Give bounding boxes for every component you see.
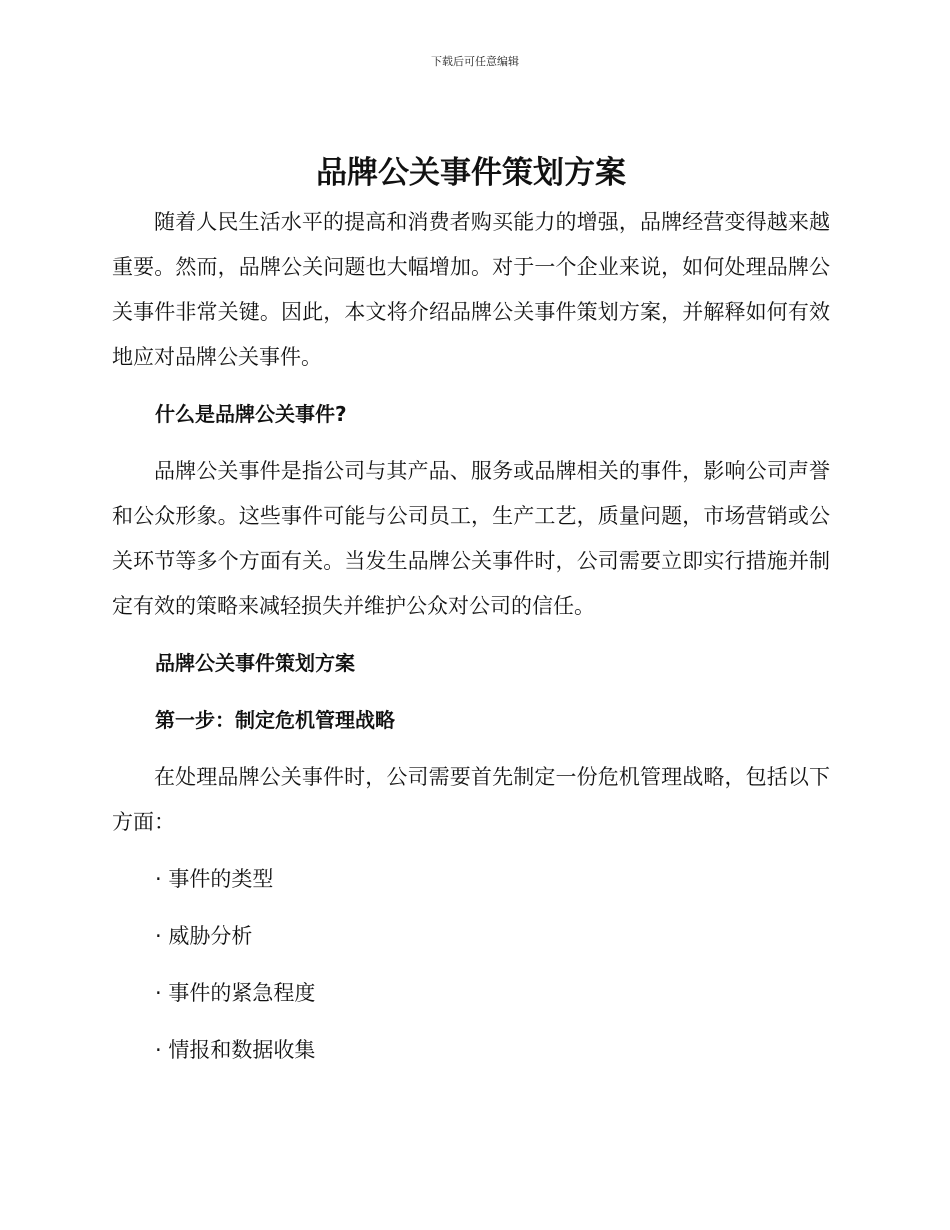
- document-body: [112, 150, 830, 1073]
- spacer: [112, 959, 830, 971]
- document-title: 品牌公关事件策划方案: [316, 155, 626, 191]
- spacer: [112, 743, 830, 755]
- spacer: [112, 902, 830, 914]
- step1-paragraph: 在处理品牌公关事件时，公司需要首先制定一份危机管理战略，包括以下方面：: [112, 765, 830, 834]
- spacer: [112, 845, 830, 857]
- spacer: [112, 1016, 830, 1028]
- spacer: [112, 437, 830, 449]
- definition-paragraph: 品牌公关事件是指公司与其产品、服务或品牌相关的事件，影响公司声誉和公众形象。这些事件可能与公司员工，生产工艺，质量问题，市场营销或公关环节等多个方面有关。当发生品牌公关事件时，公司需要立即实行措施并制定有效的策略来减轻损失并维护公众对公司的信任。: [112, 459, 830, 618]
- list-item: · 情报和数据收集: [155, 1038, 316, 1062]
- section-heading-step1: 第一步：制定危机管理战略: [155, 708, 395, 732]
- intro-paragraph: 随着人民生活水平的提高和消费者购买能力的增强，品牌经营变得越来越重要。然而，品牌公关问题也大幅增加。对于一个企业来说，如何处理品牌公关事件非常关键。因此，本文将介绍品牌公关事件策划方案，并解释如何有效地应对品牌公关事件。: [112, 210, 830, 369]
- spacer: [112, 629, 830, 641]
- spacer: [112, 686, 830, 698]
- list-item: · 事件的紧急程度: [155, 981, 316, 1005]
- section-heading-plan: 品牌公关事件策划方案: [155, 651, 355, 675]
- spacer: [112, 380, 830, 392]
- list-item: · 事件的类型: [155, 867, 274, 891]
- header-note: 下载后可任意编辑: [431, 55, 519, 68]
- list-item: · 威胁分析: [155, 924, 253, 948]
- section-heading-what: 什么是品牌公关事件?: [155, 402, 347, 426]
